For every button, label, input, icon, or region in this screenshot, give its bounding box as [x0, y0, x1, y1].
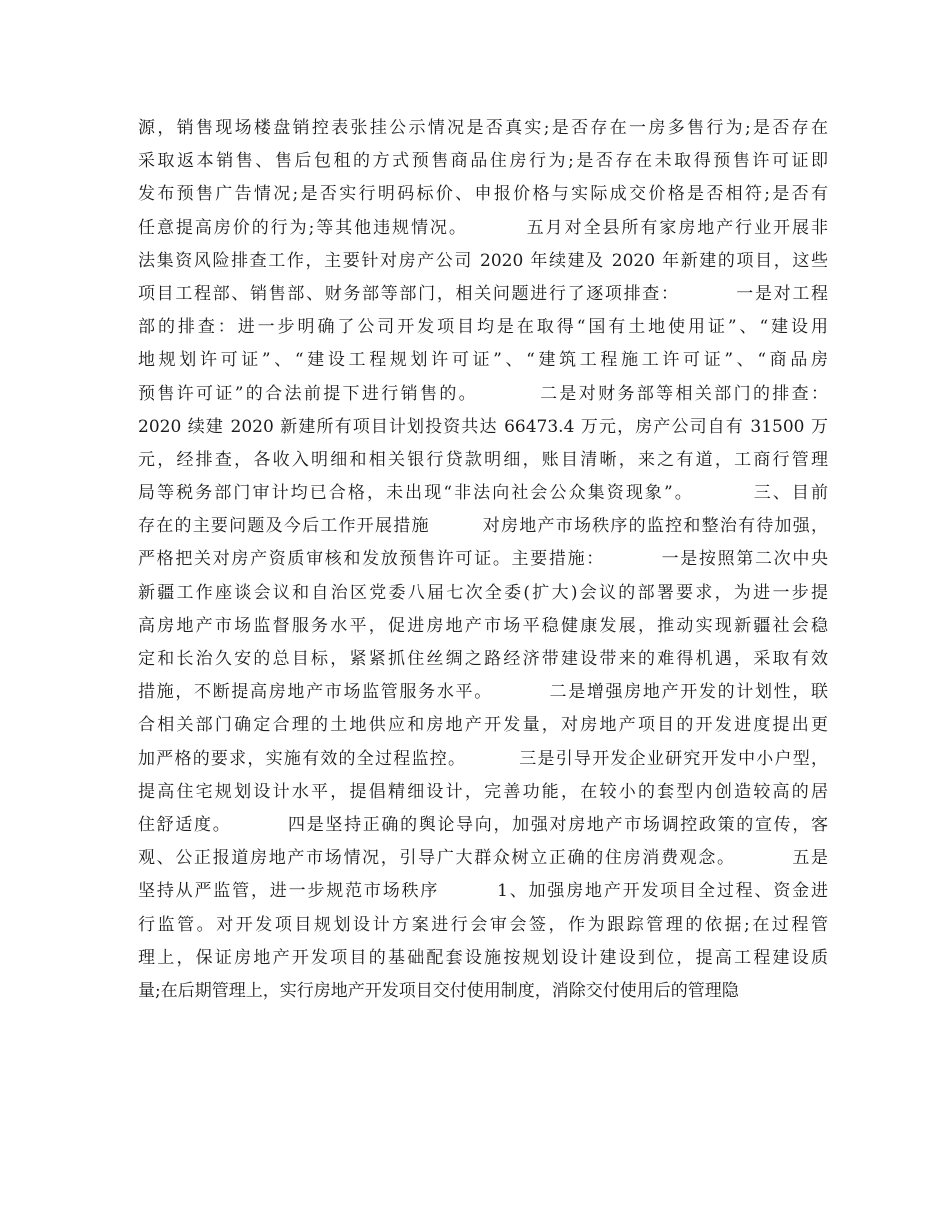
text-line: 任意提高房价的行为;等其他违规情况。 五月对全县所有家房地产行业开展非 [138, 217, 828, 238]
text-line: 元，经排查，各收入明细和相关银行贷款明细，账目清晰，来之有道，工商行管理 [138, 449, 828, 470]
text-line: 观、公正报道房地产市场情况，引导广大群众树立正确的住房消费观念。 五是 [138, 848, 828, 869]
text-line: 理上，保证房地产开发项目的基础配套设施按规划设计建设到位，提高工程建设质 [138, 947, 828, 968]
text-line: 住舒适度。 四是坚持正确的舆论导向，加强对房地产市场调控政策的宣传，客 [138, 814, 828, 835]
text-line: 源，销售现场楼盘销控表张挂公示情况是否真实;是否存在一房多售行为;是否存在 [138, 118, 828, 138]
text-line: 提高住宅规划设计水平，提倡精细设计，完善功能，在较小的套型内创造较高的居 [138, 781, 828, 802]
text-line: 2020 续建 2020 新建所有项目计划投资共达 66473.4 万元，房产公司自有 31500 万 [138, 416, 828, 437]
text-line: 合相关部门确定合理的土地供应和房地产开发量，对房地产项目的开发进度提出更 [138, 715, 828, 736]
text-line: 项目工程部、销售部、财务部等部门，相关问题进行了逐项排查： 一是对工程 [138, 283, 828, 304]
text-line: 采取返本销售、售后包租的方式预售商品住房行为;是否存在未取得预售许可证即 [138, 151, 828, 172]
text-line: 定和长治久安的总目标，紧紧抓住丝绸之路经济带建设带来的难得机遇，采取有效 [138, 649, 828, 669]
text-line: 严格把关对房产资质审核和发放预售许可证。主要措施： 一是按照第二次中央 [138, 549, 828, 570]
text-line: 新疆工作座谈会议和自治区党委八届七次全委(扩大)会议的部署要求，为进一步提 [138, 582, 828, 603]
text-line: 部的排查：进一步明确了公司开发项目均是在取得“国有土地使用证”、“建设用 [138, 317, 828, 338]
text-line: 高房地产市场监督服务水平，促进房地产市场平稳健康发展，推动实现新疆社会稳 [138, 615, 828, 636]
body-text [138, 112, 828, 1008]
text-line: 发布预售广告情况;是否实行明码标价、申报价格与实际成交价格是否相符;是否有 [138, 184, 828, 205]
text-line: 行监管。对开发项目规划设计方案进行会审会签，作为跟踪管理的依据;在过程管 [138, 914, 828, 935]
text-line: 局等税务部门审计均已合格，未出现“非法向社会公众集资现象”。 三、目前 [138, 483, 828, 504]
text-line: 地规划许可证”、“建设工程规划许可证”、“建筑工程施工许可证”、“商品房 [138, 350, 828, 371]
text-line: 法集资风险排查工作，主要针对房产公司 2020 年续建及 2020 年新建的项目，这些 [138, 250, 828, 271]
text-line: 措施，不断提高房地产市场监管服务水平。 二是增强房地产开发的计划性，联 [138, 682, 828, 703]
text-line: 加严格的要求，实施有效的全过程监控。 三是引导开发企业研究开发中小户型， [138, 748, 828, 769]
text-line: 存在的主要问题及今后工作开展措施 对房地产市场秩序的监控和整治有待加强， [138, 516, 828, 537]
text-line: 预售许可证”的合法前提下进行销售的。 二是对财务部等相关部门的排查： [138, 383, 828, 404]
text-line: 坚持从严监管，进一步规范市场秩序 1、加强房地产开发项目全过程、资金进 [138, 881, 828, 902]
text-line: 量;在后期管理上，实行房地产开发项目交付使用制度，消除交付使用后的管理隐 [138, 980, 739, 1001]
